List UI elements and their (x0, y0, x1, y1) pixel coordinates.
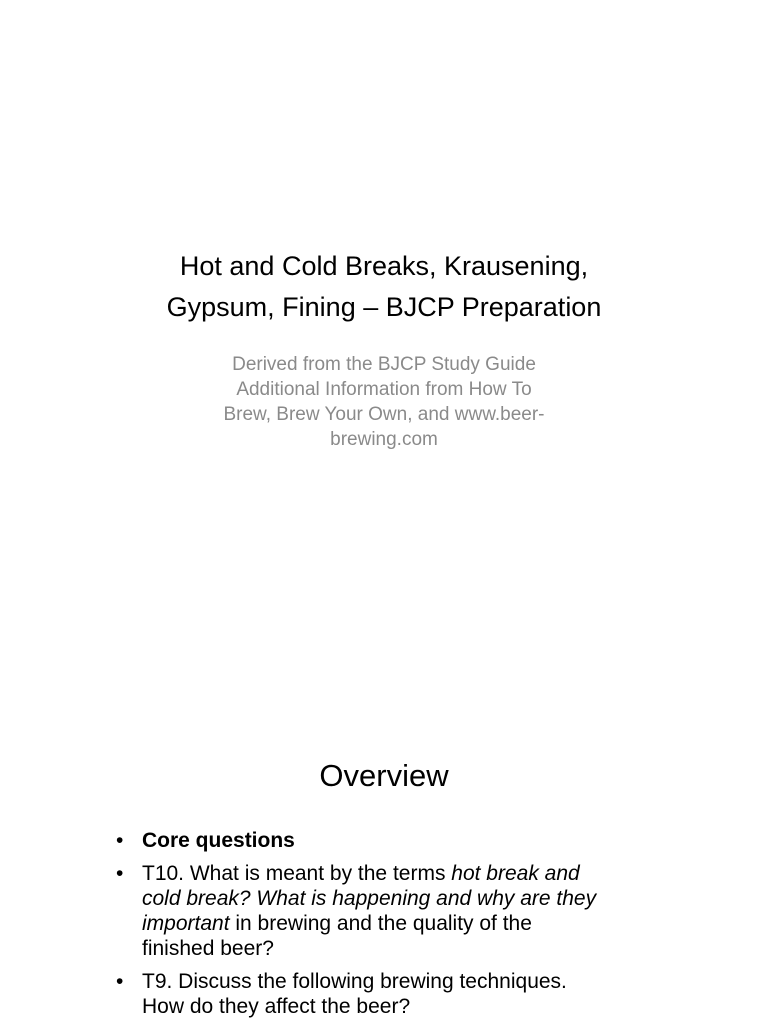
bullet-emphasis: hot break and (451, 862, 580, 885)
slide-subtitle (164, 352, 604, 452)
subtitle-line: Additional Information from How To (236, 379, 532, 400)
subtitle-line: Brew, Brew Your Own, and www.beer- (223, 404, 545, 425)
bullet-text: How do they affect the beer? (142, 995, 411, 1018)
bullet-text: Core questions (142, 829, 295, 852)
bullet-item (114, 828, 674, 853)
bullet-text: finished beer? (142, 937, 274, 960)
bullet-list (114, 828, 674, 1024)
bullet-text-line (142, 911, 674, 936)
slide-title-line: Hot and Cold Breaks, Krausening, (179, 251, 589, 281)
bullet-item (114, 969, 674, 1019)
bullet-text: T9. Discuss the following brewing techniques. (142, 970, 567, 993)
bullet-emphasis: important (142, 912, 230, 935)
bullet-text: T10. What is meant by the terms (142, 862, 452, 885)
bullet-dot-icon: • (116, 829, 124, 852)
bullet-emphasis: cold break? What is happening and why are they (142, 887, 597, 910)
bullet-dot-icon: • (116, 970, 124, 993)
bullet-text: in brewing and the quality of the (229, 912, 532, 935)
bullet-item (114, 861, 674, 961)
subtitle-line: brewing.com (330, 429, 438, 450)
subtitle-line: Derived from the BJCP Study Guide (232, 354, 536, 375)
bullet-dot-icon: • (116, 862, 124, 885)
slide-title-line: Gypsum, Fining – BJCP Preparation (166, 292, 602, 322)
slide-title (84, 246, 684, 328)
overview-slide (0, 576, 768, 1024)
bullet-text-line (142, 861, 674, 886)
slide-title: Overview (319, 758, 449, 793)
